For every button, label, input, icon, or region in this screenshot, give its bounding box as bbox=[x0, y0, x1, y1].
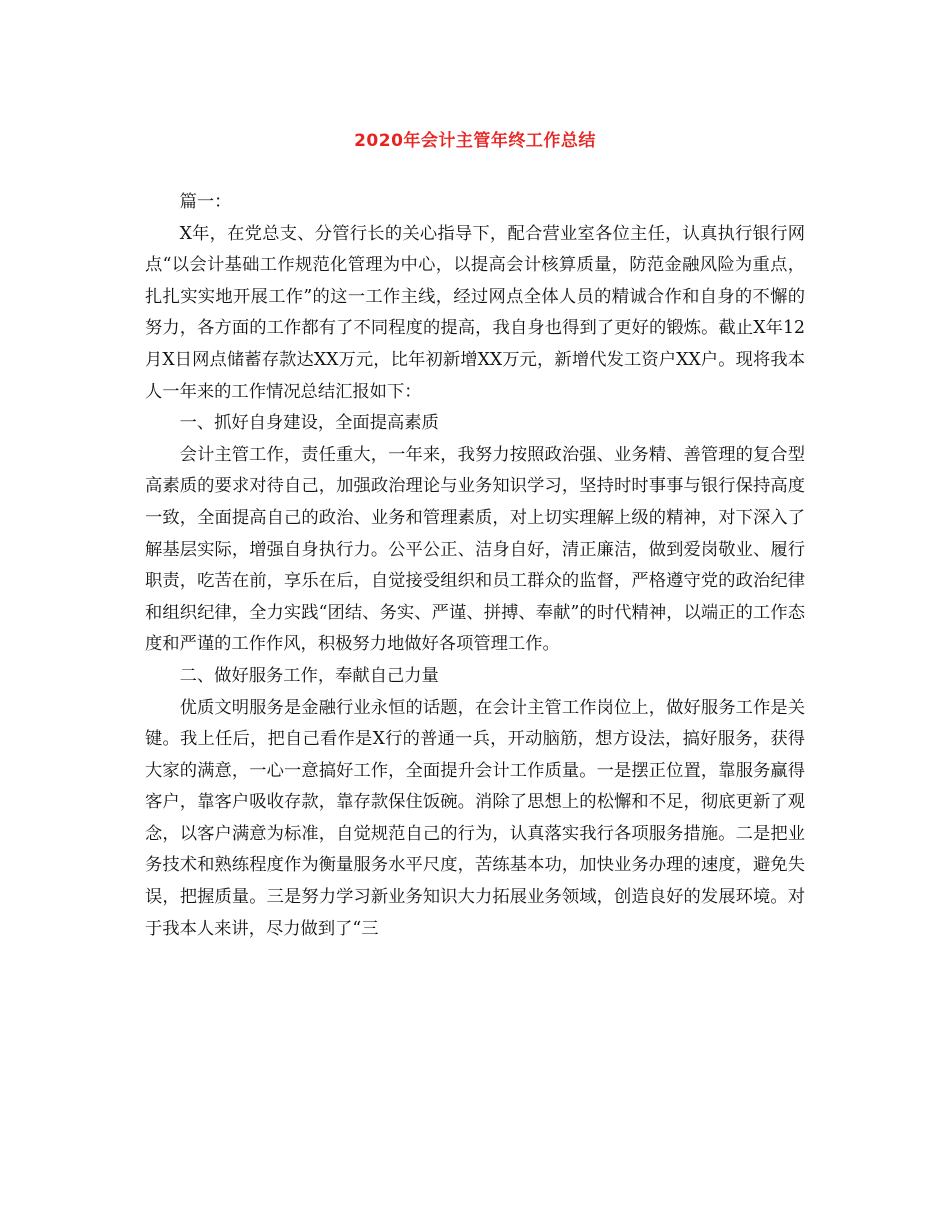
document-title: 2020年会计主管年终工作总结 bbox=[354, 131, 596, 151]
document-body bbox=[145, 187, 805, 945]
intro-paragraph: X年，在党总支、分管行长的关心指导下，配合营业室各位主任，认真执行银行网点“以会计基础工作规范化管理为中心，以提高会计核算质量，防范金融风险为重点，扎扎实实地开展工作”的这一工作主线，经过网点全体人员的精诚合作和自身的不懈的努力，各方面的工作都有了不同程度的提高，我自身也得到了更好的锻炼。截止X年12月X日网点储蓄存款达XX万元，比年初新增XX万元，新增代发工资户XX户。现将我本人一年来的工作情况总结汇报如下： bbox=[145, 223, 805, 402]
section-heading-2: 二、做好服务工作，奉献自己力量 bbox=[179, 665, 439, 686]
section-paragraph-2: 优质文明服务是金融行业永恒的话题，在会计主管工作岗位上，做好服务工作是关键。我上任后，把自己看作是X行的普通一兵，开动脑筋，想方设法，搞好服务，获得大家的满意，一心一意搞好工作，全面提升会计工作质量。一是摆正位置，靠服务赢得客户，靠客户吸收存款，靠存款保住饭碗。消除了思想上的松懈和不足，彻底更新了观念，以客户满意为标准，自觉规范自己的行为，认真落实我行各项服务措施。二是把业务技术和熟练程度作为衡量服务水平尺度，苦练基本功，加快业务办理的速度，避免失误，把握质量。三是努力学习新业务知识大力拓展业务领域，创造良好的发展环境。对于我本人来讲，尽力做到了“三 bbox=[145, 697, 805, 939]
section-heading-1: 一、抓好自身建设，全面提高素质 bbox=[179, 413, 439, 434]
section-paragraph-1: 会计主管工作，责任重大，一年来，我努力按照政治强、业务精、善管理的复合型高素质的要求对待自己，加强政治理论与业务知识学习，坚持时时事事与银行保持高度一致，全面提高自己的政治、业务和管理素质，对上切实理解上级的精神，对下深入了解基层实际，增强自身执行力。公平公正、洁身自好，清正廉洁，做到爱岗敬业、履行职责，吃苦在前，享乐在后，自觉接受组织和员工群众的监督，严格遵守党的政治纪律和组织纪律，全力实践“团结、务实、严谨、拼搏、奉献”的时代精神，以端正的工作态度和严谨的工作作风，积极努力地做好各项管理工作。 bbox=[145, 444, 805, 655]
section-label: 篇一： bbox=[179, 192, 232, 212]
